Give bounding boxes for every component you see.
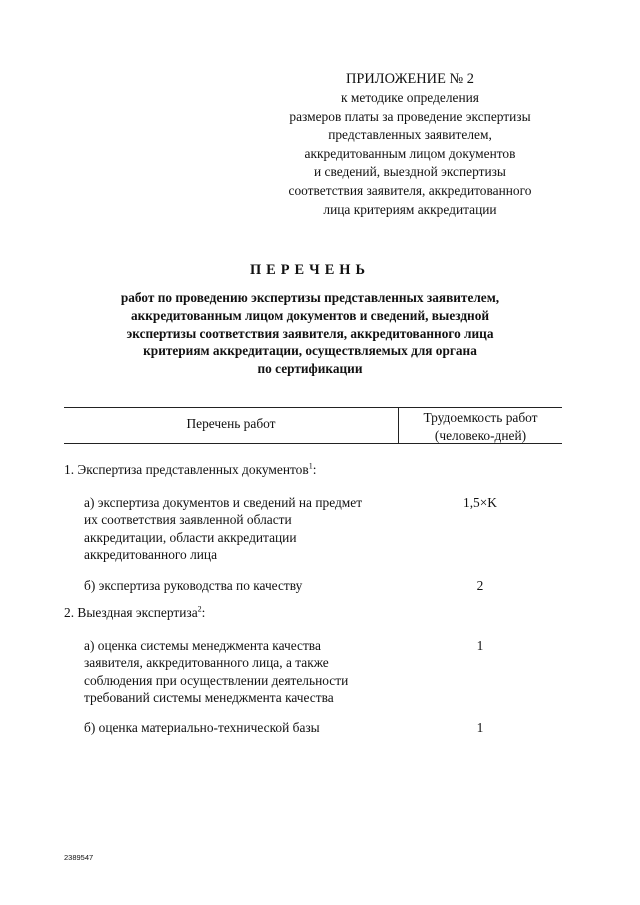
labor-value: 2 — [476, 578, 484, 593]
appendix-title: ПРИЛОЖЕНИЕ № 2 — [346, 71, 474, 87]
column-header-works: Перечень работ — [186, 416, 276, 431]
work-item-line: б) экспертиза руководства по качеству — [84, 578, 303, 593]
labor-value: 1,5×K — [463, 495, 497, 510]
work-item-line: их соответствия заявленной области — [84, 512, 292, 528]
appendix-header — [260, 70, 560, 219]
work-item — [84, 577, 404, 594]
work-item-line: заявителя, аккредитованного лица, а также — [84, 655, 329, 671]
column-header-labor — [399, 409, 562, 444]
work-item-line: аккредитованного лица — [84, 546, 218, 562]
appendix-line: лица критериям аккредитации — [323, 201, 497, 217]
work-item-line: соблюдения при осуществлении деятельности — [84, 672, 349, 688]
section-suffix: : — [312, 462, 317, 477]
column-header-labor-line2: (человеко-дней) — [434, 427, 527, 443]
work-item-line: аккредитации, области аккредитации — [84, 529, 297, 545]
column-header-labor-line1: Трудоемкость работ — [423, 410, 538, 425]
document-number: 2389547 — [64, 853, 94, 862]
labor-value: 1 — [476, 638, 484, 653]
section-suffix: : — [201, 605, 206, 620]
subtitle-line: работ по проведению экспертизы представленных заявителем, — [120, 290, 500, 305]
appendix-line: и сведений, выездной экспертизы — [314, 164, 506, 180]
labor-value: 1 — [476, 720, 484, 735]
section-heading — [64, 461, 316, 479]
subtitle-line: экспертизы соответствия заявителя, аккредитованного лица — [126, 325, 494, 341]
work-item — [84, 494, 404, 563]
appendix-line: к методике определения — [341, 90, 479, 105]
work-item — [84, 637, 404, 706]
appendix-line: соответствия заявителя, аккредитованного — [288, 182, 532, 198]
section-label: 1. Экспертиза представленных документов — [64, 462, 309, 477]
appendix-line: размеров платы за проведение экспертизы — [289, 108, 531, 124]
appendix-line: аккредитованным лицом документов — [304, 145, 516, 161]
subtitle-line: критериям аккредитации, осуществляемых для органа — [143, 343, 477, 359]
work-item — [84, 719, 404, 736]
document-title: ПЕРЕЧЕНЬ — [249, 262, 371, 278]
work-item-line: требований системы менеджмента качества — [84, 689, 334, 705]
subtitle-line: по сертификации — [257, 361, 363, 377]
footnote-marker: 2 — [197, 604, 202, 614]
work-item-line: а) оценка системы менеджмента качества — [84, 638, 321, 653]
section-heading — [64, 604, 205, 622]
appendix-line: представленных заявителем, — [328, 127, 492, 143]
subtitle-line: аккредитованным лицом документов и сведений, выездной — [130, 307, 490, 323]
work-item-line: б) оценка материально-технической базы — [84, 720, 320, 735]
work-item-line: а) экспертиза документов и сведений на предмет — [84, 495, 363, 510]
document-subtitle — [80, 289, 540, 378]
footnote-marker: 1 — [308, 461, 313, 471]
table-top-rule — [64, 407, 562, 408]
section-label: 2. Выездная экспертиза — [64, 605, 198, 620]
